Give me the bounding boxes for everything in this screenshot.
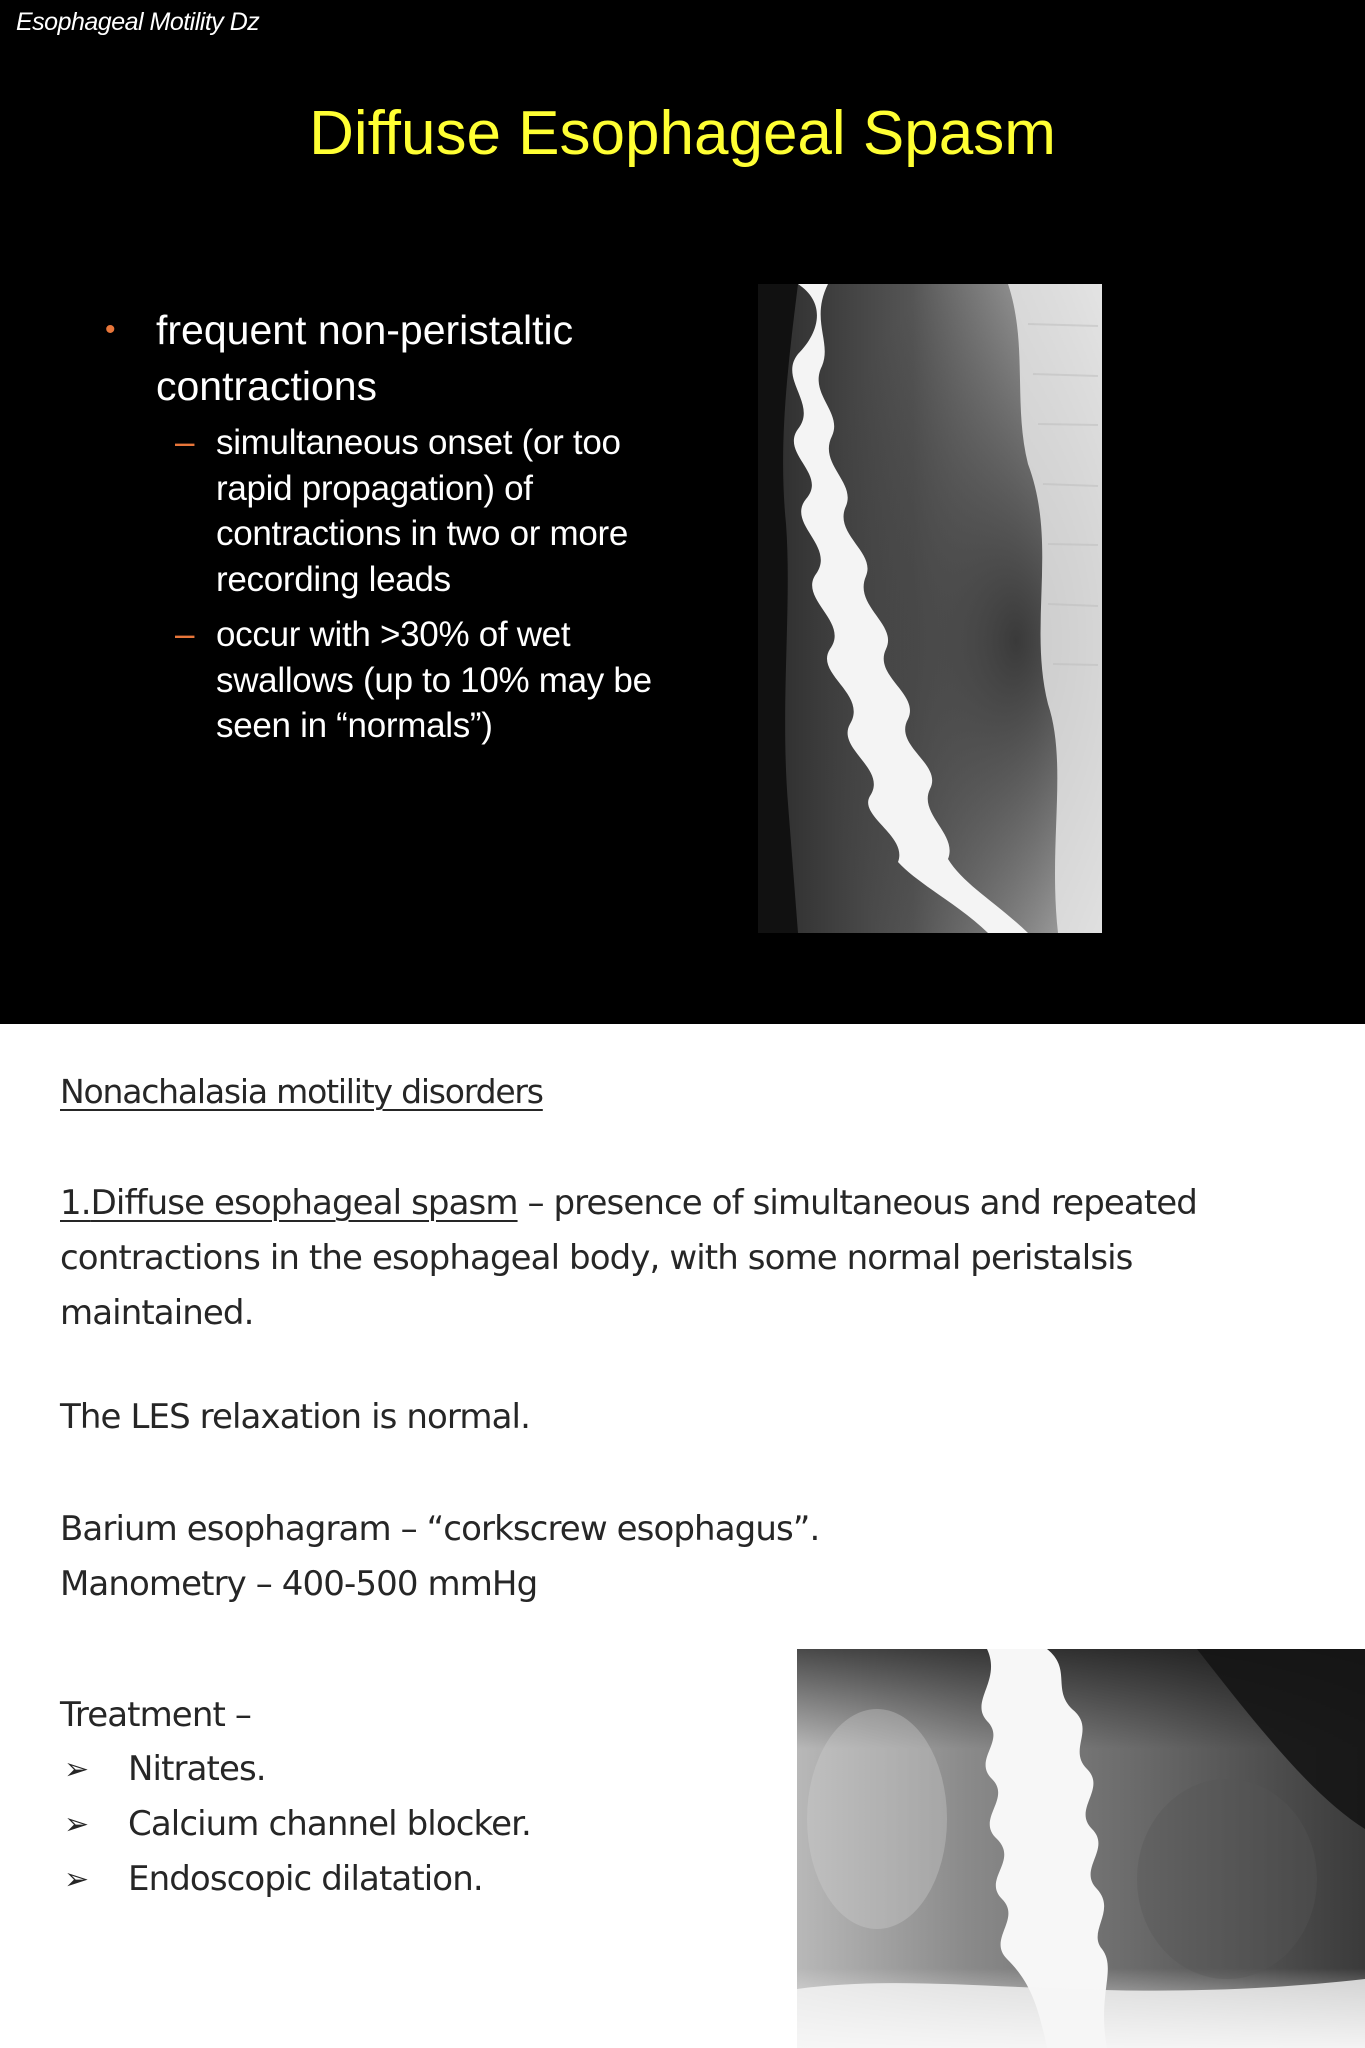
slide-header-label: Esophageal Motility Dz: [16, 8, 260, 36]
treatment-text: Calcium channel blocker.: [128, 1804, 531, 1844]
arrow-bullet-icon: ➢: [64, 1752, 89, 1787]
item-definition: – presence of simultaneous and repeated contractions in the esophageal body, with some normal peristalsis maintained.: [60, 1183, 1197, 1333]
dash-icon: –: [175, 615, 195, 654]
arrow-bullet-icon: ➢: [64, 1807, 89, 1842]
list-item: [60, 1852, 531, 1907]
corkscrew-esophagus-xray-icon: [797, 1649, 1365, 2048]
treatment-text: Endoscopic dilatation.: [128, 1859, 483, 1899]
sub-bullet-1: [100, 420, 700, 602]
item-number: 1.: [60, 1183, 91, 1223]
treatment-text: Nitrates.: [128, 1749, 266, 1789]
list-item: [60, 1742, 531, 1797]
treatment-list: [60, 1742, 531, 1907]
treatment-heading: Treatment –: [60, 1695, 251, 1735]
bullet-main-text: frequent non-peristaltic contractions: [156, 307, 574, 409]
list-item: [60, 1797, 531, 1852]
sub-bullet-2: [100, 612, 700, 749]
bullet-dot-icon: •: [105, 313, 116, 346]
dash-icon: –: [175, 423, 195, 462]
les-statement: The LES relaxation is normal.: [60, 1397, 530, 1437]
section-heading: Nonachalasia motility disorders: [60, 1072, 543, 1111]
bullet-main: [100, 302, 700, 414]
barium-swallow-xray-icon: [758, 284, 1102, 933]
barium-statement: Barium esophagram – “corkscrew esophagus”.: [60, 1509, 820, 1549]
item-term: Diffuse esophageal spasm: [90, 1183, 518, 1223]
arrow-bullet-icon: ➢: [64, 1862, 89, 1897]
bullet-list: [100, 302, 700, 749]
slide-nonachalasia-motility-disorders: [0, 1024, 1365, 2048]
definition-paragraph: [60, 1176, 1320, 1341]
manometry-statement: Manometry – 400-500 mmHg: [60, 1564, 538, 1604]
sub-bullet-1-text: simultaneous onset (or too rapid propagation) of contractions in two or more recording leads: [216, 423, 629, 599]
sub-bullet-2-text: occur with >30% of wet swallows (up to 10% may be seen in “normals”): [216, 615, 652, 745]
slide-title: Diffuse Esophageal Spasm: [309, 99, 1056, 168]
